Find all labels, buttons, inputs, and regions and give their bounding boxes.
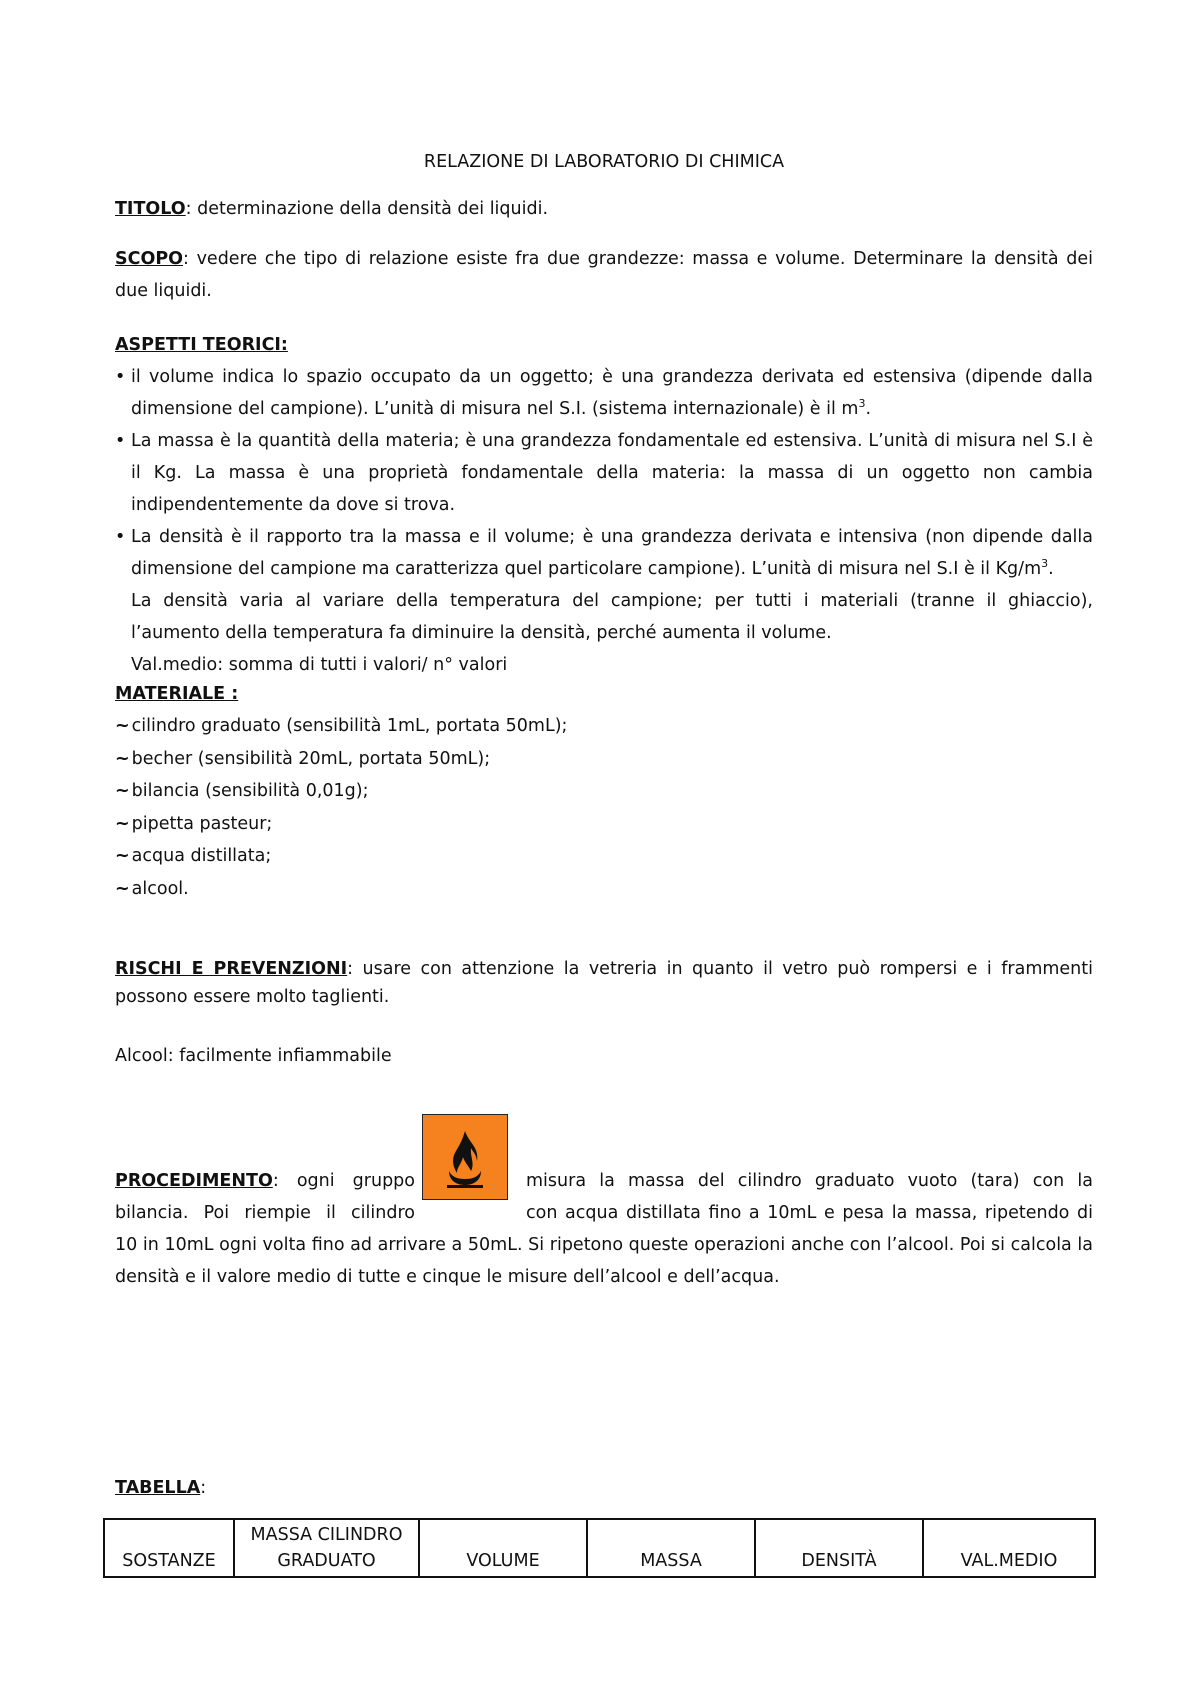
materiale-section bbox=[115, 678, 1093, 905]
aspetti-valmedio: Val.medio: somma di tutti i valori/ n° valori bbox=[131, 655, 508, 675]
list-item: ~ alcool. bbox=[115, 878, 189, 899]
tabella-label: TABELLA bbox=[115, 1478, 201, 1498]
titolo-label: TITOLO bbox=[115, 199, 186, 219]
rischi-text: : usare con attenzione la vetreria in quanto il vetro può rompersi e i frammenti possono essere molto taglienti. bbox=[115, 959, 1093, 1007]
titolo-text: : determinazione della densità dei liquidi. bbox=[185, 199, 549, 219]
rischi-section bbox=[115, 955, 1093, 1011]
procedimento-left: PROCEDIMENTO: ogni gruppo bilancia. Poi riempie il cilindro bbox=[115, 1171, 415, 1223]
materiale-list bbox=[115, 710, 1093, 905]
list-item: ~ becher (sensibilità 20mL, portata 50mL); bbox=[115, 748, 491, 769]
list-item: ~ pipetta pasteur; bbox=[115, 813, 273, 834]
data-table bbox=[103, 1518, 1096, 1578]
aspetti-bullet-volume: • il volume indica lo spazio occupato da un oggetto; è una grandezza derivata ed estensiva (dipende dalla dimensione del campione). L’unità di misura nel S.I. (sistema internazionale) è il $m^3$. bbox=[115, 361, 1093, 425]
list-item: ~ acqua distillata; bbox=[115, 846, 272, 866]
table-header-cell: DENSITÀ bbox=[755, 1519, 923, 1577]
rischi-alcool: Alcool: facilmente infiammabile bbox=[115, 1046, 392, 1066]
scopo-label: SCOPO bbox=[115, 249, 184, 269]
titolo-section bbox=[115, 193, 1093, 225]
list-item: ~ bilancia (sensibilità 0,01g); bbox=[115, 781, 369, 801]
aspetti-densita-cont: La densità varia al variare della temperatura del campione; per tutti i materiali (tranne il ghiaccio), l’aumento della temperatura fa diminuire la densità, perché aumenta il volume. bbox=[131, 591, 1093, 643]
aspetti-section bbox=[115, 329, 1093, 681]
procedimento-label: PROCEDIMENTO bbox=[115, 1171, 273, 1191]
aspetti-list bbox=[115, 361, 1093, 681]
aspetti-bullet-densita: • La densità è il rapporto tra la massa e il volume; è una grandezza derivata e intensiva (non dipende dalla dimensione del campione ma caratterizza quel particolare campione). L’unità di misura nel S.I è il $Kg/m^3$. La densità varia al variare della temperatura del campione; per tutti i materiali (tranne il ghiaccio), l’aumento della temperatura fa diminuire la densità, perché aumenta il volume. Val.medio: somma di tutti i valori/ n° valori bbox=[115, 521, 1093, 681]
rischi-label: RISCHI E PREVENZIONI bbox=[115, 959, 348, 979]
table-header-cell: SOSTANZE bbox=[104, 1519, 234, 1577]
table-header-cell: MASSA bbox=[587, 1519, 755, 1577]
document-title: RELAZIONE DI LABORATORIO DI CHIMICA bbox=[423, 152, 785, 172]
scopo-text: : vedere che tipo di relazione esiste fra due grandezze: massa e volume. Determinare la densità dei due liquidi. bbox=[115, 249, 1093, 301]
list-item: ~ cilindro graduato (sensibilità 1mL, portata 50mL); bbox=[115, 716, 568, 736]
flammable-hazard-icon bbox=[422, 1114, 508, 1200]
materiale-label: MATERIALE : bbox=[115, 684, 239, 704]
table-header-cell: VAL.MEDIO bbox=[923, 1519, 1095, 1577]
tabella-section: TABELLA: bbox=[115, 1478, 207, 1498]
procedimento-rest: 10 in 10mL ogni volta fino ad arrivare a 50mL. Si ripetono queste operazioni anche con l’alcool. Poi si calcola la densità e il valore medio di tutte e cinque le misure dell’alcool e dell’acqua. bbox=[115, 1235, 1093, 1287]
aspetti-bullet-massa: • La massa è la quantità della materia; è una grandezza fondamentale ed estensiva. L’unità di misura nel S.I è il Kg. La massa è una proprietà fondamentale della materia: la massa di un oggetto non cambia indipendentemente da dove si trova. bbox=[115, 425, 1093, 521]
table-header-cell: MASSA CILINDRO GRADUATO bbox=[234, 1519, 419, 1577]
flame-icon bbox=[423, 1115, 507, 1199]
table-header-cell: VOLUME bbox=[419, 1519, 587, 1577]
aspetti-label: ASPETTI TEORICI: bbox=[115, 335, 288, 355]
scopo-section bbox=[115, 243, 1093, 307]
procedimento-right: misura la massa del cilindro graduato vuoto (tara) con la con acqua distillata fino a 10mL e pesa la massa, ripetendo di bbox=[526, 1171, 1093, 1223]
table-row bbox=[104, 1519, 1095, 1577]
